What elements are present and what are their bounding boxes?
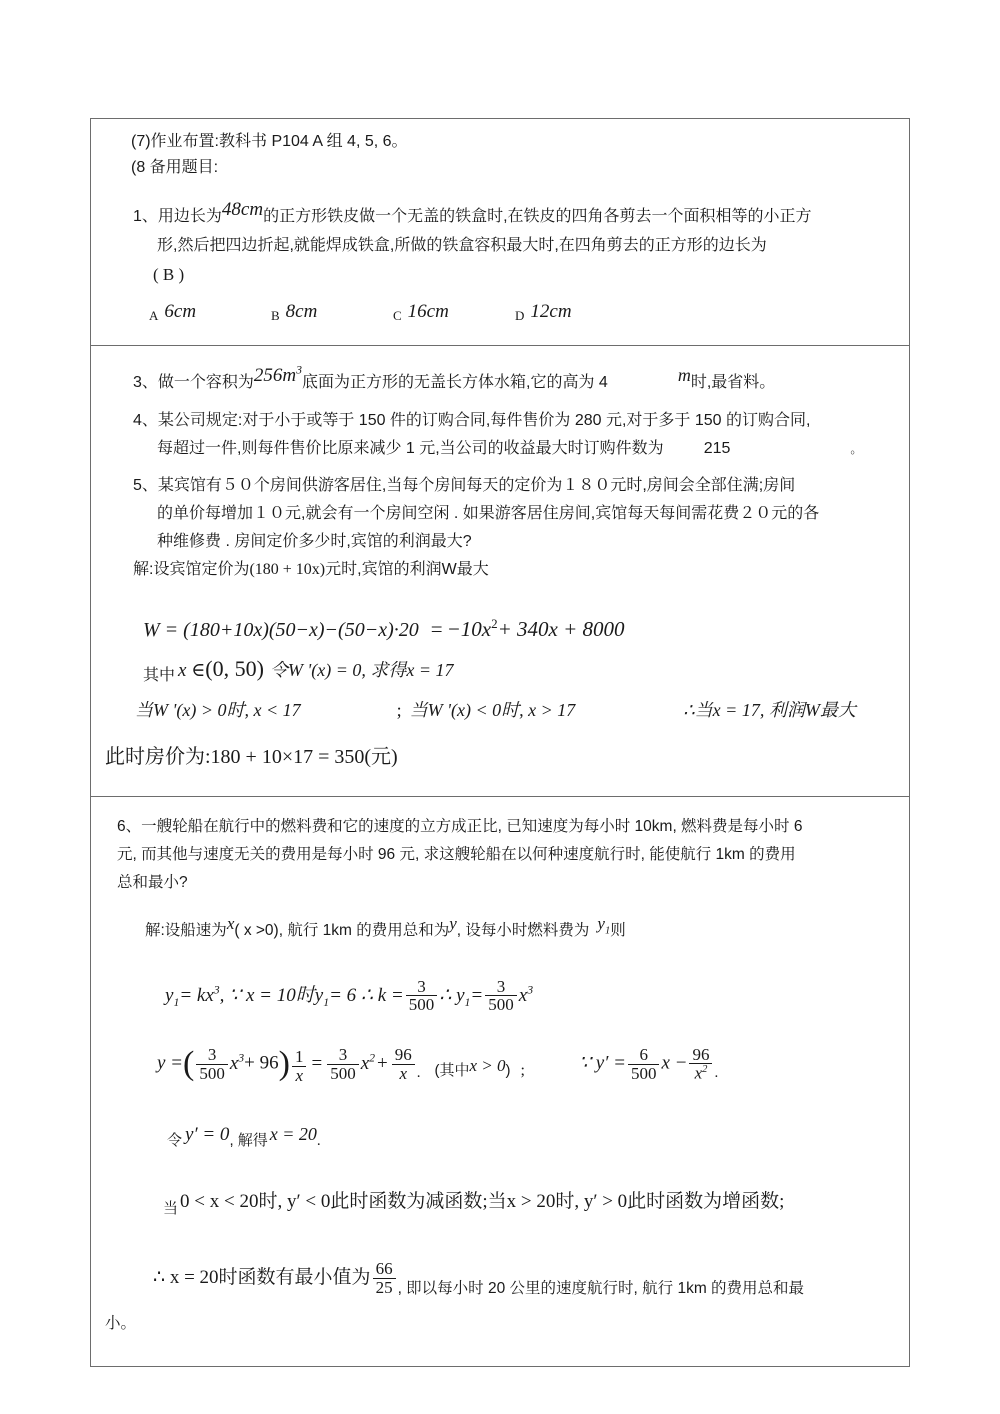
q6-eq1-y1-base: y: [165, 984, 174, 1006]
spacer: [105, 584, 897, 602]
question-3-text-b: 时,最省料。: [690, 373, 776, 391]
eq3-part-c: ∴当x = 17, 利润W最大: [683, 700, 856, 721]
question-3-prefix: 3、做一个容积为: [133, 373, 254, 391]
q6-sol-y: y: [449, 913, 457, 933]
q6-eq2-condition-x: x > 0: [469, 1055, 506, 1075]
q6-eq2-frac3-num: 96: [392, 1046, 415, 1065]
question-5: [105, 472, 897, 584]
question-1-text-a: 的正方形铁皮做一个无盖的铁盒时,在铁皮的四角各剪去一个面积相等的小正方: [263, 207, 812, 225]
q6-eq2-frac5-den-exp: 2: [702, 1064, 708, 1076]
q6-eq2-frac4-den: 500: [630, 1063, 657, 1083]
q6-sol-y1: [597, 913, 611, 937]
q6-eq2-frac4-num: 6: [628, 1046, 660, 1065]
q6-eq2-x2-exp: 2: [369, 1051, 376, 1065]
q6-eq1-y1b-sub: 1: [323, 995, 330, 1009]
q6-eq2-fraction-5: [689, 1046, 712, 1083]
homework-assignment-line: (7)作业布置:教科书 P104 A 组 4, 5, 6。: [131, 133, 408, 150]
question-5-equation-2: [105, 656, 897, 685]
choice-a: [149, 300, 267, 326]
question-1: [105, 199, 897, 290]
question-4-answer: 215: [703, 440, 731, 458]
choice-a-label: A: [149, 307, 159, 323]
q6-eq2-derivative-period: .: [714, 1064, 719, 1081]
eq2-rest: 令W '(x) = 0, 求得x = 17: [269, 660, 454, 681]
question-3-value-text: 256m: [253, 364, 297, 386]
question-5-solution-expr: (180 + 10x): [249, 561, 326, 579]
q6-eq1-x3-exp: 3: [527, 983, 534, 997]
q6-eq1-kx-exp: 3: [213, 983, 220, 997]
q6-eq1-frac1-den: 500: [408, 995, 435, 1015]
question-4-line-2-b: 。: [850, 442, 863, 457]
choice-c-label: C: [393, 307, 402, 323]
q6-eq2-frac5-den: [689, 1064, 712, 1083]
backup-questions-line: (8 备用题目:: [131, 158, 219, 176]
q6-eq2-paren-close: ): [278, 1045, 290, 1083]
q6-eq2-equals: =: [311, 1052, 323, 1074]
spacer: [105, 947, 897, 965]
q6-eq2-frac5-den-base: x: [694, 1064, 703, 1084]
question-6-line-2: 元, 而其他与速度无关的费用是每小时 96 元, 求这艘轮船在以何种速度航行时, 能使航行 1km 的费用: [117, 845, 796, 863]
eq2-domain-b: (0, 50): [205, 656, 264, 682]
question-6-equation-4: [105, 1186, 897, 1218]
q6-eq3-value: x = 20: [269, 1124, 317, 1145]
question-4-line-2-a: 每超过一件,则每件售价比原来减少 1 元,当公司的收益最大时订购件数为: [157, 440, 664, 458]
table-row-block2: [91, 346, 909, 797]
block2-cell: [91, 346, 909, 796]
eq1-right-rest: + 340x + 8000: [497, 617, 625, 642]
q6-eq2-x3-exp: 3: [238, 1051, 245, 1065]
eq1-right-term: −10x: [446, 617, 492, 642]
q6-eq5-lead: ∴ x = 20时函数有最小值为: [153, 1267, 371, 1289]
question-6-equation-2: [105, 1046, 897, 1084]
q6-sol-lead: 解:设船速为: [145, 921, 227, 939]
question-3-answer-unit: m: [677, 364, 691, 385]
question-5-equation-3: [105, 696, 897, 722]
q6-eq1-x3: [519, 985, 533, 1006]
spacer: [105, 1154, 897, 1172]
spacer: [105, 356, 897, 365]
question-5-equation-1: [105, 616, 897, 642]
q6-eq2-invx-num: 1: [292, 1048, 307, 1067]
choice-c-value: 16cm: [407, 300, 449, 322]
choice-c: [393, 300, 511, 326]
q6-eq1-y1c-sub: 1: [464, 995, 471, 1009]
q6-eq1-eq: =: [470, 984, 484, 1006]
q6-sol-mid: , 设每小时燃料费为: [456, 921, 590, 939]
q6-eq1-kx-base: = kx: [179, 984, 214, 1006]
q6-eq1-y1-sub: 1: [173, 995, 180, 1009]
choice-a-value: 6cm: [164, 300, 197, 322]
question-3-value-exponent: 3: [296, 363, 303, 377]
q6-eq2-plus: +: [377, 1052, 388, 1074]
q6-eq1-kx: [179, 985, 219, 1006]
choice-d: [515, 300, 633, 326]
question-4-line-2: [133, 435, 897, 463]
spacer: [105, 1023, 897, 1032]
q6-eq2-frac2-num: 3: [327, 1046, 359, 1065]
spacer: [105, 777, 897, 786]
eq2-lead: 其中: [143, 667, 176, 685]
table-row-block3: [91, 797, 909, 1366]
q6-eq3-mid: , 解得: [229, 1132, 268, 1150]
spacer: [105, 897, 897, 915]
question-1-answer: ( B ): [153, 265, 185, 285]
q6-eq2-x2: [361, 1053, 375, 1074]
q6-eq2-frac1-num: 3: [196, 1046, 228, 1065]
question-6-line-3: 总和最小?: [117, 873, 188, 891]
eq1-left: W = (180+10x)(50−x)−(50−x)·20: [143, 619, 419, 642]
q6-sol-y1-sub: 1: [604, 925, 611, 937]
question-6-line-1: 6、一艘轮船在航行中的燃料费和它的速度的立方成正比, 已知速度为每小时 10km, 燃料费是每小时 6: [117, 818, 803, 836]
question-1-prefix: 1、用边长为: [133, 207, 222, 225]
question-6-equation-3: [105, 1124, 897, 1150]
question-4-line-1: 4、某公司规定:对于小于或等于 150 件的订购合同,每件售价为 280 元,对于多于 150 的订购合同,: [133, 412, 811, 430]
q6-eq2-frac2-den: 500: [330, 1063, 356, 1083]
q6-eq1-frac2-den: 500: [488, 995, 514, 1015]
q6-eq3-expr: y′ = 0: [185, 1124, 230, 1146]
question-1-choices: [105, 300, 897, 326]
eq1-equals: =: [430, 617, 443, 642]
block1-cell: [91, 119, 909, 345]
question-3: [105, 365, 897, 398]
q6-eq5-fraction: [373, 1260, 396, 1297]
eq3-part-b: 当W '(x) < 0时, x > 17: [409, 700, 576, 721]
question-5-line-1: 5、某宾馆有５０个房间供游客居住,当每个房间每天的定价为１８０元时,房间会全部住满;房间: [133, 477, 796, 495]
question-1-text-b: 形,然后把四边折起,就能焊成铁盒,所做的铁盒容积最大时,在四角剪去的正方形的边长为: [157, 237, 767, 255]
q6-sol-x: x: [226, 913, 235, 933]
q6-eq2-x2-base: x: [360, 1052, 370, 1074]
choice-b-label: B: [271, 307, 280, 323]
choice-b-value: 8cm: [285, 300, 318, 322]
q6-eq2-lead: y =: [157, 1052, 184, 1074]
q6-eq2-paren-open: (: [183, 1045, 195, 1083]
q6-eq2-period: .: [416, 1064, 421, 1081]
spacer: [105, 181, 897, 199]
q6-eq2-frac5-num: 96: [689, 1046, 712, 1065]
question-3-text-a: 底面为正方形的无盖长方体水箱,它的高为 4: [302, 373, 608, 391]
q6-eq4-lead: 当: [163, 1200, 179, 1218]
q6-eq1-fraction-1: [406, 978, 438, 1015]
question-1-line-2: [133, 232, 897, 260]
choice-b: [271, 300, 389, 326]
q6-eq1-y1c-base: ∴ y: [439, 984, 465, 1006]
choice-d-value: 12cm: [530, 300, 572, 322]
eq1-right: [447, 617, 625, 641]
q6-sol-then: 则: [610, 921, 626, 939]
q6-eq4-text: 0 < x < 20时, y′ < 0此时函数为减函数;当x > 20时, y′ > 0此时函数为增函数;: [180, 1191, 785, 1213]
q6-eq1-frac2-num: 3: [485, 978, 517, 997]
q6-eq2-x3: [230, 1053, 244, 1074]
q6-eq2-fraction-1: [196, 1046, 228, 1083]
table-row-block1: [91, 119, 909, 346]
q6-eq2-fraction-3: [392, 1046, 415, 1083]
eq1-right-exponent: 2: [491, 616, 498, 632]
q6-eq2-plus96: + 96: [244, 1052, 279, 1074]
q6-eq5-tail: , 即以每小时 20 公里的速度航行时, 航行 1km 的费用总和最: [397, 1280, 805, 1298]
q6-eq2-derivative-x: x −: [661, 1052, 688, 1074]
q6-eq1-y1b: [314, 984, 330, 1009]
q6-eq2-fraction-2: [327, 1046, 359, 1083]
question-3-value: [254, 365, 302, 386]
q6-eq2-fraction-inverse-x: [292, 1048, 307, 1085]
question-5-line-2: 的单价每增加１０元,就会有一个房间空闲 . 如果游客居住房间,宾馆每天每间需花费２０元的各: [157, 505, 820, 523]
question-1-value: 48cm: [221, 198, 264, 220]
block3-cell: [91, 797, 909, 1366]
question-4: [105, 407, 897, 463]
q6-eq5-frac-den: 25: [375, 1278, 393, 1298]
q6-eq2-fraction-4: [628, 1046, 660, 1083]
spacer: [105, 463, 897, 472]
question-6-solution-lead-line: [105, 915, 897, 947]
q6-eq5-frac-num: 66: [373, 1260, 396, 1279]
q6-eq2-condition-open: (其中: [434, 1061, 470, 1079]
q6-sol-y1-base: y: [597, 913, 605, 933]
question-5-line-3: 种维修费 . 房间定价多少时,宾馆的利润最大?: [157, 533, 472, 551]
q6-eq1-k-eq: = 6 ∴ k =: [329, 984, 404, 1006]
q6-eq1-y1c: [439, 984, 471, 1009]
q6-eq1-fraction-2: [485, 978, 517, 1015]
q6-eq2-invx-den: x: [295, 1065, 303, 1085]
question-6-equation-1: [105, 976, 897, 1016]
q6-eq3-end: .: [316, 1133, 321, 1150]
q6-eq1-frac1-num: 3: [406, 978, 438, 997]
document-table: [90, 118, 910, 1367]
q6-eq1-cond: , ∵ x = 10时: [219, 984, 315, 1006]
q6-eq1-x3-base: x: [518, 984, 528, 1006]
q6-eq3-lead: 令: [167, 1132, 183, 1150]
q6-eq1-y1: [165, 984, 180, 1009]
spacer: [105, 1092, 897, 1110]
choice-d-label: D: [515, 307, 525, 323]
q6-eq1-y1b-base: y: [314, 984, 324, 1006]
q6-eq2-frac3-den: x: [399, 1063, 407, 1083]
spacer: [105, 1221, 897, 1247]
q6-eq2-derivative-lead: ∵ y′ =: [578, 1052, 626, 1074]
spacer: [105, 326, 897, 335]
eq2-domain-a: x ∈: [178, 660, 206, 682]
q6-sol-cond: ( x >0), 航行 1km 的费用总和为: [234, 921, 450, 939]
eq4-text: 此时房价为:180 + 10×17 = 350(元): [105, 746, 398, 769]
question-5-solution-lead: 解:设宾馆定价为: [133, 561, 250, 579]
question-1-line-1: [133, 199, 897, 232]
q6-eq2-condition-close: ): [505, 1061, 511, 1079]
q6-eq2-semicolon: ;: [520, 1061, 525, 1079]
q6-eq2-x3-base: x: [229, 1052, 239, 1074]
spacer: [105, 398, 897, 407]
question-5-solution-tail: 元时,宾馆的利润W最大: [325, 561, 489, 579]
eq3-part-a: 当W '(x) > 0时, x < 17: [135, 700, 301, 721]
question-6-equation-5: [105, 1261, 897, 1298]
eq3-semicolon: ;: [396, 700, 402, 721]
question-6-last-line: 小。: [105, 1314, 137, 1332]
question-5-solution-lead-line: [133, 556, 897, 584]
q6-eq2-frac1-den: 500: [199, 1063, 225, 1083]
question-5-equation-4: [105, 740, 897, 769]
